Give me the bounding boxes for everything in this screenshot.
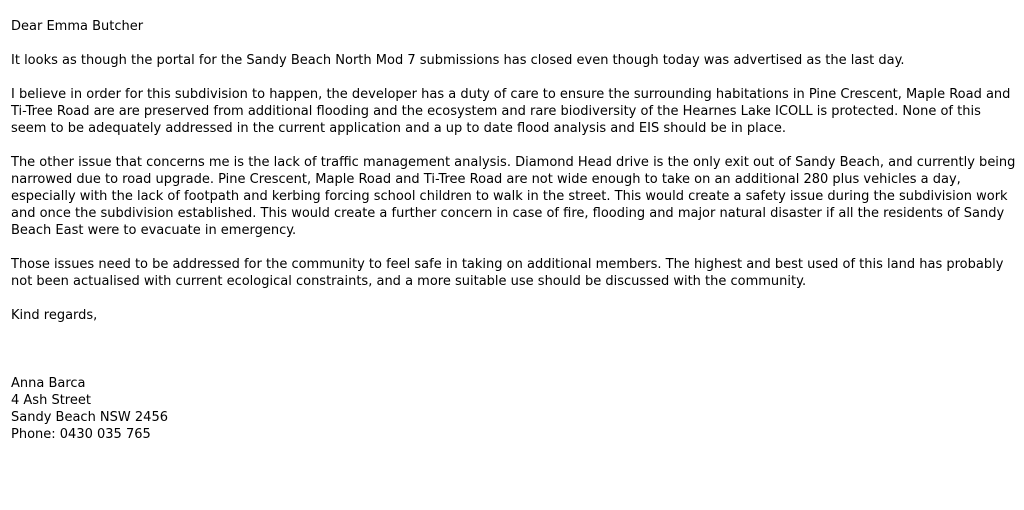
signature-street: 4 Ash Street <box>11 393 91 408</box>
paragraph-traffic-concern: The other issue that concerns me is the lack of traffic management analysis. Diamond Head drive is the only exit out of Sandy Beach, and currently being narrowed due to road upgrade. Pine Crescent, Maple Road and Ti-Tree Road are not wide enough to take on an additional 280 plus vehicles a day, especially with the lack of footpath and kerbing forcing school children to walk in the street. This would create a safety issue during the subdivision work and once the subdivision established. This would create a further concern in case of fire, flooding and major natural disaster if all the residents of Sandy Beach East were to evacuate in emergency. <box>11 155 1016 238</box>
email-body <box>11 18 1016 443</box>
signature-name: Anna Barca <box>11 376 86 391</box>
salutation: Dear Emma Butcher <box>11 19 144 34</box>
paragraph-community-safety: Those issues need to be addressed for the community to feel safe in taking on additional members. The highest and best used of this land has probably not been actualised with current ecological constraints, and a more suitable use should be discussed with the community. <box>11 257 1004 289</box>
paragraph-flooding-concern: I believe in order for this subdivision to happen, the developer has a duty of care to ensure the surrounding habitations in Pine Crescent, Maple Road and Ti-Tree Road are are preserved from additional flooding and the ecosystem and rare biodiversity of the Hearnes Lake ICOLL is protected. None of this seem to be adequately addressed in the current application and a up to date flood analysis and EIS should be in place. <box>11 87 1011 136</box>
closing: Kind regards, <box>11 308 98 323</box>
signature-city: Sandy Beach NSW 2456 <box>11 410 168 425</box>
signature-block <box>11 375 1016 443</box>
signature-spacer <box>11 341 1016 375</box>
paragraph-portal-closed: It looks as though the portal for the Sandy Beach North Mod 7 submissions has closed even though today was advertised as the last day. <box>11 53 905 68</box>
signature-phone: Phone: 0430 035 765 <box>11 427 151 442</box>
